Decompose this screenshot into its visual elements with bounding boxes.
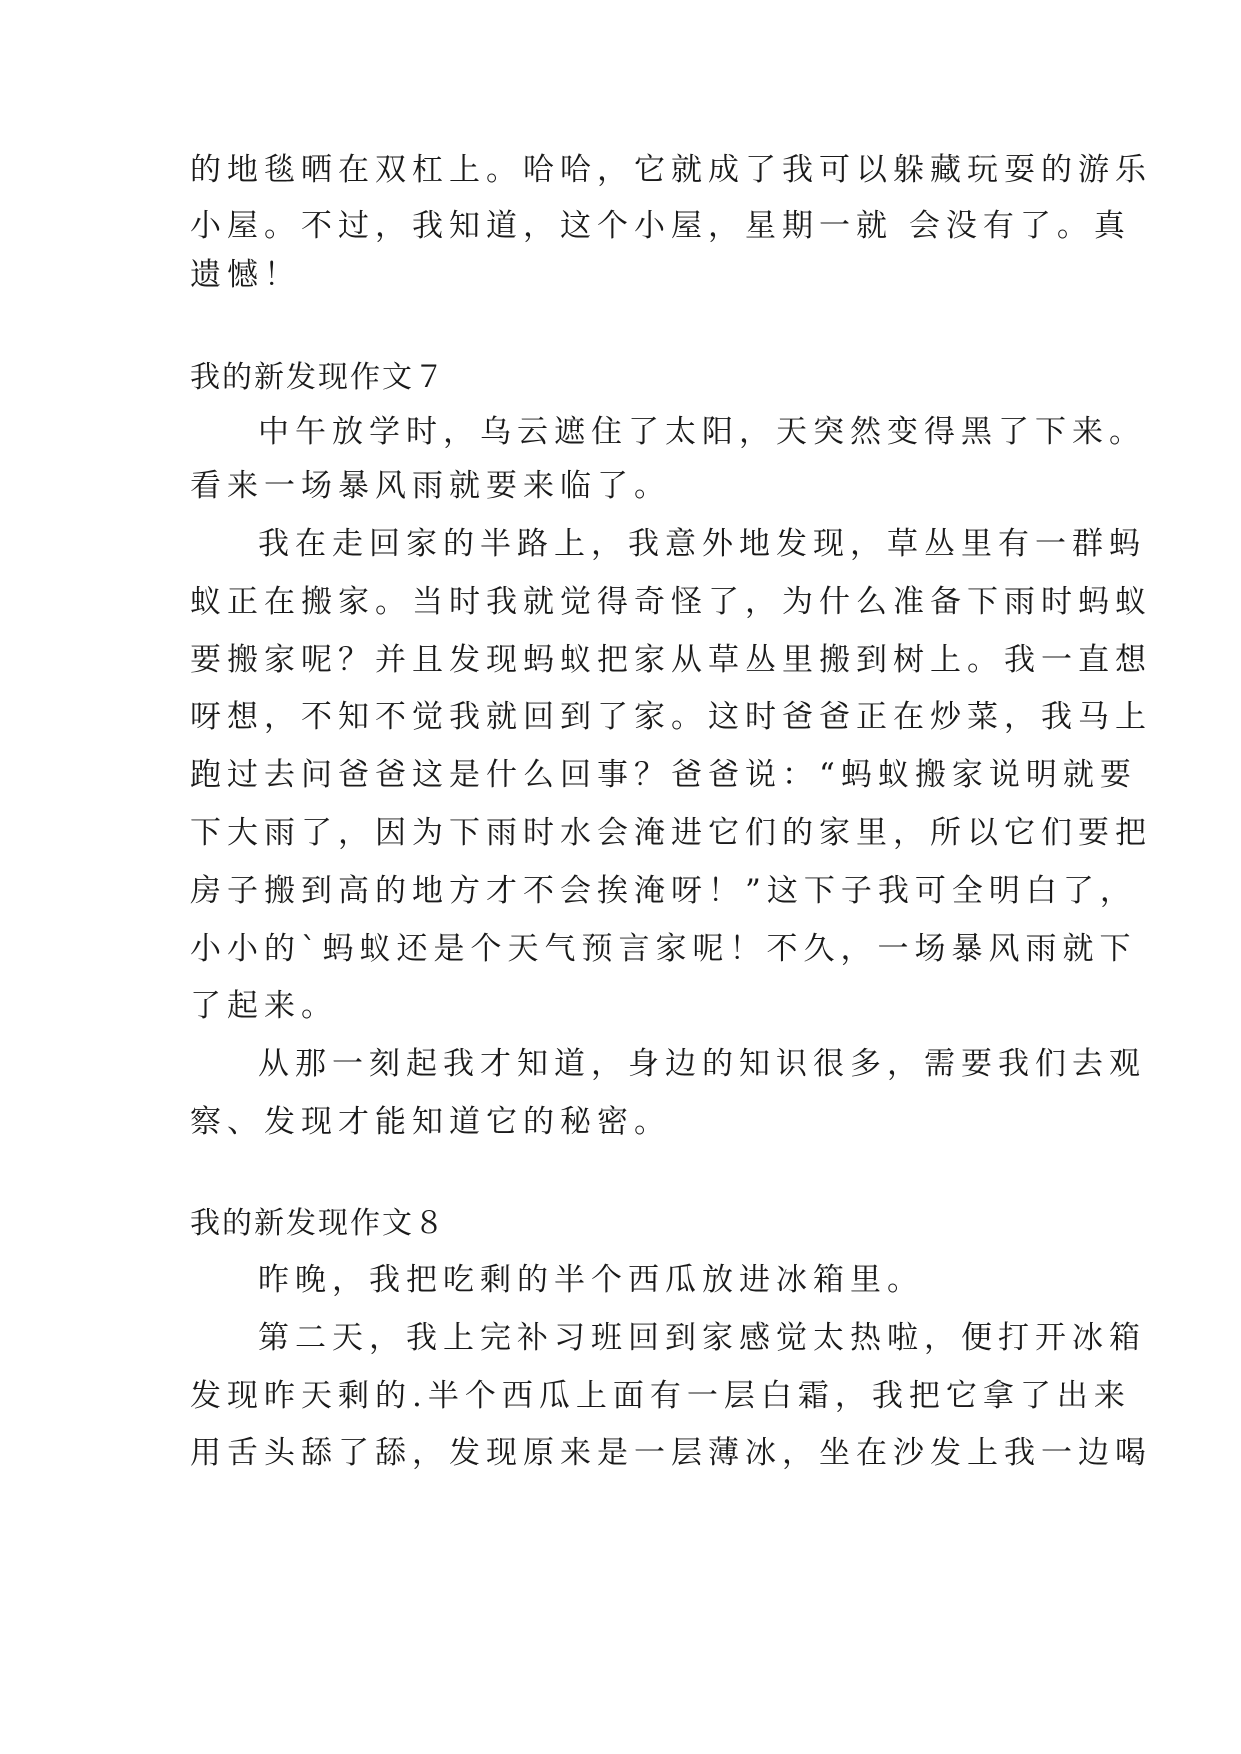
paragraph-line: 蚁正在搬家。当时我就觉得奇怪了，为什么准备下雨时蚂蚁 (190, 584, 1152, 620)
paragraph-line: 用舌头舔了舔，发现原来是一层薄冰，坐在沙发上我一边喝 (190, 1435, 1152, 1471)
paragraph-line: 了起来。 (190, 988, 338, 1024)
section-heading-7: 我的新发现作文７ (190, 360, 446, 395)
section-heading-8: 我的新发现作文８ (190, 1206, 446, 1241)
paragraph-line: 中午放学时，乌云遮住了太阳，天突然变得黑了下来。 (258, 414, 1146, 450)
paragraph-line: 发现昨天剩的.半个西瓜上面有一层白霜，我把它拿了出来 (190, 1378, 1131, 1414)
paragraph-line: 的地毯晒在双杠上。哈哈，它就成了我可以躲藏玩耍的游乐 (190, 152, 1152, 188)
paragraph-line: 第二天，我上完补习班回到家感觉太热啦，便打开冰箱 (258, 1320, 1146, 1356)
paragraph-line: 小小的`蚂蚁还是个天气预言家呢！不久，一场暴风雨就下 (190, 931, 1137, 967)
paragraph-line: 看来一场暴风雨就要来临了。 (190, 468, 671, 504)
paragraph-line: 下大雨了，因为下雨时水会淹进它们的家里，所以它们要把 (190, 815, 1152, 851)
paragraph-line: 遗憾！ (190, 257, 301, 293)
paragraph-line: 呀想，不知不觉我就回到了家。这时爸爸正在炒菜，我马上 (190, 699, 1152, 735)
paragraph-line: 跑过去问爸爸这是什么回事？爸爸说：“蚂蚁搬家说明就要 (190, 757, 1137, 793)
paragraph-line: 我在走回家的半路上，我意外地发现，草丛里有一群蚂 (258, 526, 1146, 562)
paragraph-line: 察、发现才能知道它的秘密。 (190, 1104, 671, 1140)
paragraph-line: 要搬家呢？并且发现蚂蚁把家从草丛里搬到树上。我一直想 (190, 642, 1152, 678)
paragraph-line: 昨晚，我把吃剩的半个西瓜放进冰箱里。 (258, 1262, 924, 1298)
paragraph-line: 从那一刻起我才知道，身边的知识很多，需要我们去观 (258, 1046, 1146, 1082)
paragraph-line: 房子搬到高的地方才不会挨淹呀！”这下子我可全明白了， (190, 873, 1137, 909)
paragraph-line: 小屋。不过，我知道，这个小屋，星期一就 会没有了。真 (190, 208, 1131, 244)
